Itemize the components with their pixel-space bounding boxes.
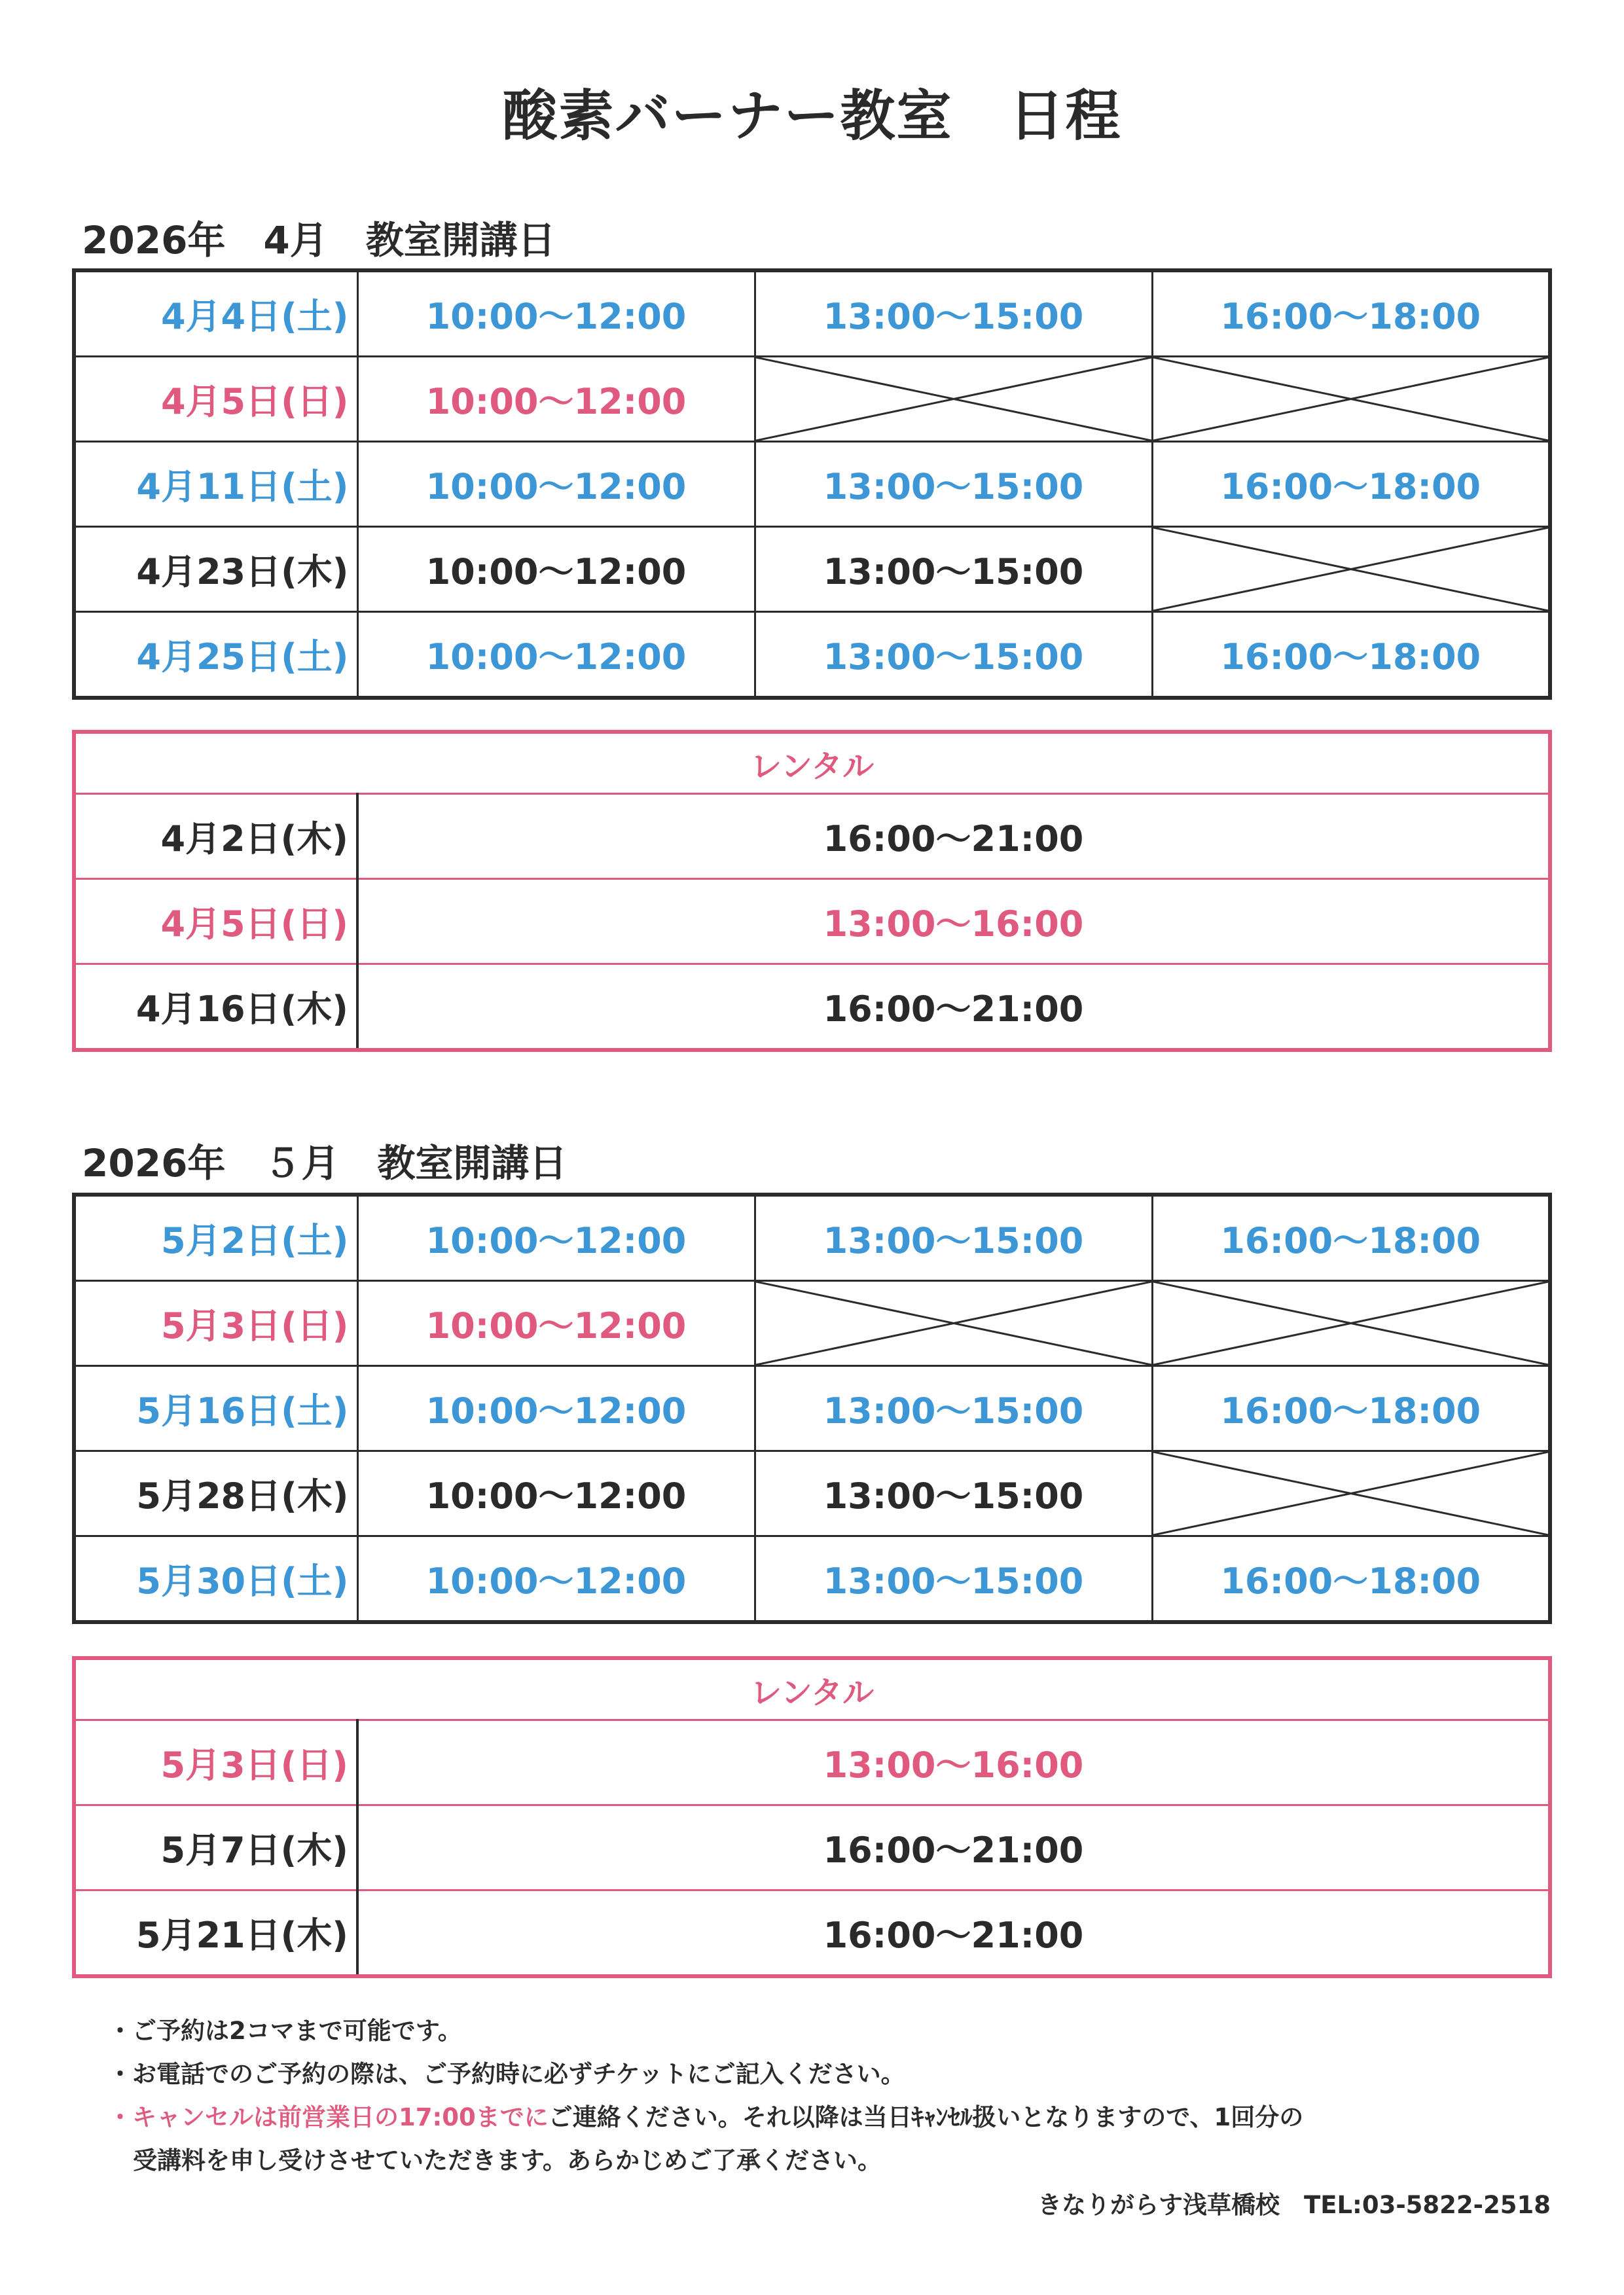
cross-mark-icon xyxy=(1153,528,1549,611)
date-cell: 4月11日(土) xyxy=(74,442,357,527)
time-slot: 13:00～15:00 xyxy=(755,1195,1152,1281)
time-slot: 16:00～18:00 xyxy=(1152,1536,1550,1623)
school-contact: きなりがらす浅草橋校 TEL:03-5822-2518 xyxy=(1037,2191,1551,2219)
rental-date-cell: 4月5日(日) xyxy=(74,879,357,964)
rental-label: レンタル xyxy=(74,732,1550,794)
time-slot: 10:00～12:00 xyxy=(357,1281,755,1366)
rental-row xyxy=(74,1805,1550,1890)
schedule-row xyxy=(74,1366,1550,1451)
time-slot: 16:00～18:00 xyxy=(1152,270,1550,357)
unavailable-slot xyxy=(1152,1451,1550,1536)
schedule-row xyxy=(74,442,1550,527)
schedule-row xyxy=(74,270,1550,357)
schedule-row xyxy=(74,612,1550,698)
rental-time-cell: 16:00～21:00 xyxy=(357,964,1550,1051)
rental-date-cell: 5月21日(木) xyxy=(74,1890,357,1977)
time-slot: 10:00～12:00 xyxy=(357,1366,755,1451)
date-cell: 5月3日(日) xyxy=(74,1281,357,1366)
rental-time-cell: 16:00～21:00 xyxy=(357,1890,1550,1977)
unavailable-slot xyxy=(1152,527,1550,612)
time-slot: 10:00～12:00 xyxy=(357,442,755,527)
time-slot: 13:00～15:00 xyxy=(755,1451,1152,1536)
may-schedule-table xyxy=(72,1193,1552,1624)
notes xyxy=(108,2010,1303,2182)
time-slot: 16:00～18:00 xyxy=(1152,1366,1550,1451)
note-line xyxy=(108,2096,1303,2139)
rental-row xyxy=(74,964,1550,1051)
cross-mark-icon xyxy=(756,1282,1151,1365)
time-slot: 16:00～18:00 xyxy=(1152,612,1550,698)
time-slot: 10:00～12:00 xyxy=(357,1536,755,1623)
rental-date-cell: 4月16日(木) xyxy=(74,964,357,1051)
date-cell: 4月25日(土) xyxy=(74,612,357,698)
date-cell: 5月30日(土) xyxy=(74,1536,357,1623)
rental-date-cell: 5月7日(木) xyxy=(74,1805,357,1890)
rental-row xyxy=(74,794,1550,879)
cross-mark-icon xyxy=(1153,357,1549,441)
time-slot: 10:00～12:00 xyxy=(357,357,755,442)
time-slot: 13:00～15:00 xyxy=(755,612,1152,698)
date-cell: 4月5日(日) xyxy=(74,357,357,442)
rental-date-cell: 5月3日(日) xyxy=(74,1720,357,1805)
date-cell: 4月4日(土) xyxy=(74,270,357,357)
time-slot: 10:00～12:00 xyxy=(357,1451,755,1536)
time-slot: 10:00～12:00 xyxy=(357,612,755,698)
april-heading: 2026年 4月 教室開講日 xyxy=(82,218,556,262)
rental-row xyxy=(74,1890,1550,1977)
rental-label: レンタル xyxy=(74,1658,1550,1720)
time-slot: 10:00～12:00 xyxy=(357,527,755,612)
cross-mark-icon xyxy=(1153,1452,1549,1535)
time-slot: 16:00～18:00 xyxy=(1152,1195,1550,1281)
time-slot: 10:00～12:00 xyxy=(357,1195,755,1281)
time-slot: 13:00～15:00 xyxy=(755,270,1152,357)
schedule-row xyxy=(74,1281,1550,1366)
cross-mark-icon xyxy=(1153,1282,1549,1365)
time-slot: 13:00～15:00 xyxy=(755,527,1152,612)
time-slot: 10:00～12:00 xyxy=(357,270,755,357)
page-title: 酸素バーナー教室 日程 xyxy=(502,84,1122,148)
note-line: 受講料を申し受けさせていただきます。あらかじめご了承ください。 xyxy=(133,2146,882,2175)
time-slot: 13:00～15:00 xyxy=(755,442,1152,527)
schedule-row xyxy=(74,527,1550,612)
unavailable-slot xyxy=(1152,357,1550,442)
cancel-note-text: ご連絡ください。それ以降は当日ｷｬﾝｾﾙ扱いとなりますので、1回分の xyxy=(548,2103,1304,2131)
unavailable-slot xyxy=(755,357,1152,442)
rental-row xyxy=(74,1720,1550,1805)
rental-row xyxy=(74,879,1550,964)
rental-date-cell: 4月2日(木) xyxy=(74,794,357,879)
rental-time-cell: 13:00～16:00 xyxy=(357,1720,1550,1805)
rental-time-cell: 16:00～21:00 xyxy=(357,1805,1550,1890)
time-slot: 16:00～18:00 xyxy=(1152,442,1550,527)
date-cell: 5月28日(木) xyxy=(74,1451,357,1536)
date-cell: 5月16日(土) xyxy=(74,1366,357,1451)
schedule-row xyxy=(74,1451,1550,1536)
unavailable-slot xyxy=(1152,1281,1550,1366)
rental-time-cell: 13:00～16:00 xyxy=(357,879,1550,964)
note-line: ・お電話でのご予約の際は、ご予約時に必ずチケットにご記入ください。 xyxy=(108,2060,905,2088)
may-heading: 2026年 ５月 教室開講日 xyxy=(82,1141,568,1185)
unavailable-slot xyxy=(755,1281,1152,1366)
time-slot: 13:00～15:00 xyxy=(755,1536,1152,1623)
schedule-row xyxy=(74,1536,1550,1623)
note-line: ・ご予約は2コマまで可能です。 xyxy=(108,2017,462,2045)
may-rental-table xyxy=(72,1656,1552,1978)
date-cell: 4月23日(木) xyxy=(74,527,357,612)
april-schedule-table xyxy=(72,268,1552,700)
time-slot: 13:00～15:00 xyxy=(755,1366,1152,1451)
schedule-row xyxy=(74,1195,1550,1281)
date-cell: 5月2日(土) xyxy=(74,1195,357,1281)
schedule-row xyxy=(74,357,1550,442)
rental-time-cell: 16:00～21:00 xyxy=(357,794,1550,879)
cross-mark-icon xyxy=(756,357,1151,441)
april-rental-table xyxy=(72,730,1552,1052)
cancel-note-highlight: ・キャンセルは前営業日の17:00までに xyxy=(108,2103,549,2131)
